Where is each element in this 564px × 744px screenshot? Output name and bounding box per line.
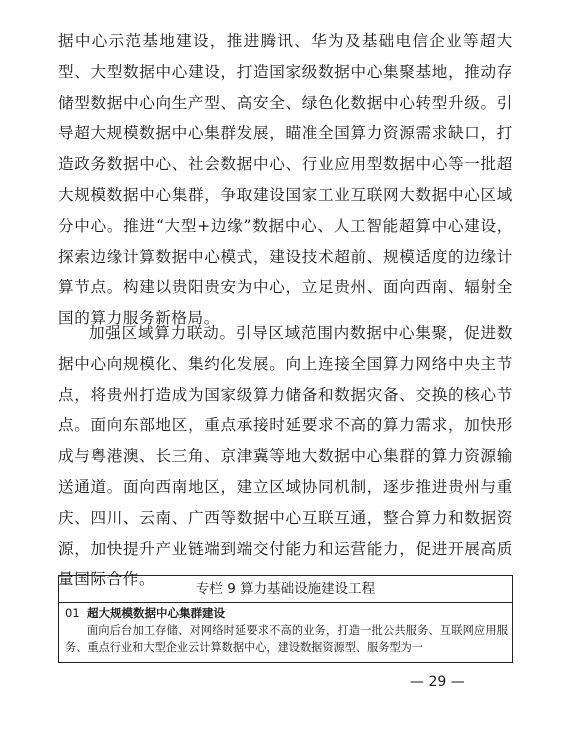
special-column-box <box>58 575 513 663</box>
page-number: — 29 — <box>410 674 465 690</box>
box-item-heading <box>59 603 512 622</box>
box-item-number: 01 <box>65 606 80 620</box>
box-title: 专栏 9 算力基础设施建设工程 <box>59 576 512 603</box>
box-item-title: 超大规模数据中心集群建设 <box>87 606 225 620</box>
body-paragraph-1: 据中心示范基地建设，推进腾讯、华为及基础电信企业等超大型、大型数据中心建设，打造国家级数据中心集聚基地，推动存储型数据中心向生产型、高安全、绿色化数据中心转型升级。引导超大规模数据中心集群发展，瞄准全国算力资源需求缺口，打造政务数据中心、社会数据中心、行业应用型数据中心等一批超大规模数据中心集群，争取建设国家工业互联网大数据中心区域分中心。推进“大型+边缘”数据中心、人工智能超算中心建设，探索边缘计算数据中心模式，建设技术超前、规模适度的边缘计算节点。构建以贵阳贵安为中心，立足贵州、面向西南、辐射全国的算力服务新格局。 <box>58 32 513 328</box>
body-paragraph-2: 加强区域算力联动。引导区域范围内数据中心集聚，促进数据中心向规模化、集约化发展。向上连接全国算力网络中央主节点，将贵州打造成为国家级算力储备和数据灾备、交换的核心节点。面向东部地区，重点承接时延要求不高的算力需求，加快形成与粤港澳、长三角、京津冀等地大数据中心集群的算力资源输送通道。面向西南地区，建立区域协同机制，逐步推进贵州与重庆、四川、云南、广西等数据中心互联互通，整合算力和数据资源，加快提升产业链端到端交付能力和运营能力，促进开展高质量国际合作。 <box>58 324 513 589</box>
box-item-text: 面向后台加工存储、对网络时延要求不高的业务，打造一批公共服务、互联网应用服务、重点行业和大型企业云计算数据中心，建设数据资源型、服务型为一 <box>65 624 508 654</box>
